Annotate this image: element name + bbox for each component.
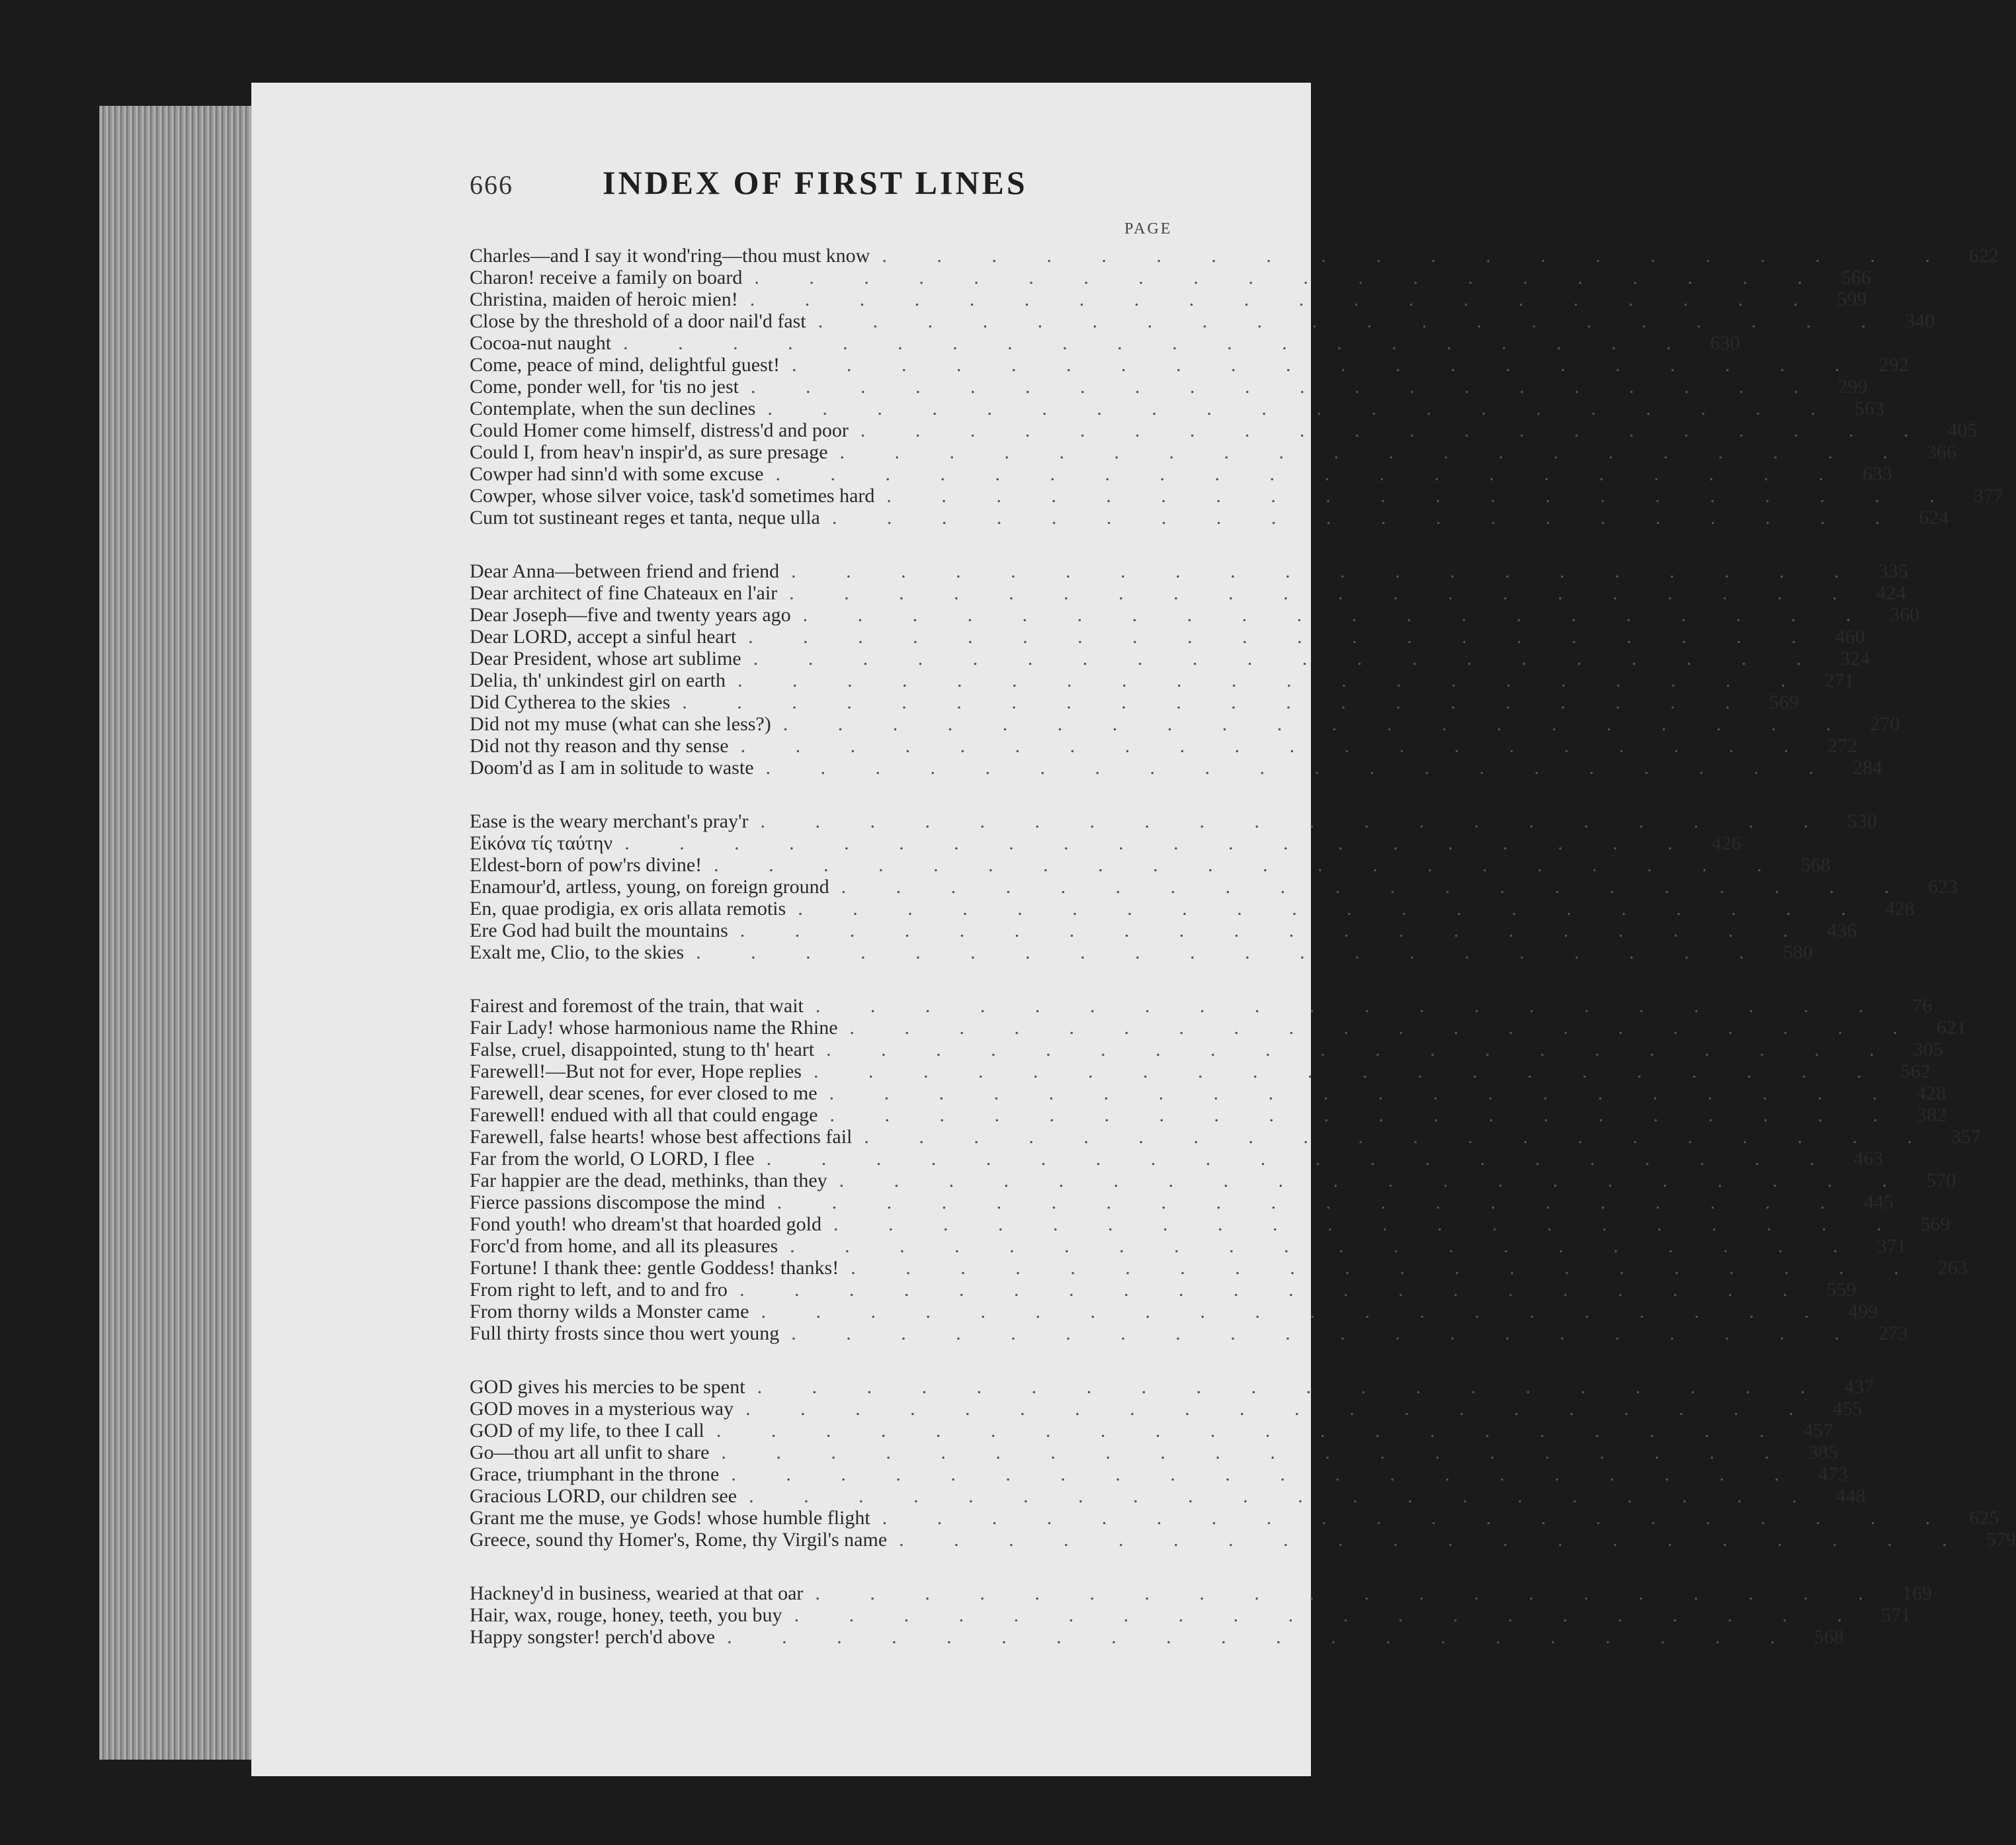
index-entry [470, 810, 1877, 832]
index-list [470, 245, 2016, 1680]
first-line-text: Εἰκόνα τίς ταύτην [470, 832, 613, 854]
first-line-text: Charles—and I say it wond'ring—thou must know [470, 245, 870, 267]
dot-leader [734, 1398, 1816, 1420]
first-line-text: Enamour'd, artless, young, on foreign ground [470, 876, 829, 898]
index-entry [470, 485, 2003, 507]
index-entry [470, 332, 1740, 354]
index-entry [470, 854, 1831, 876]
dot-leader [729, 735, 1812, 757]
first-line-text: Dear Anna—between friend and friend [470, 560, 780, 582]
dot-leader [786, 898, 1869, 920]
first-line-text: Dear Joseph—five and twenty years ago [470, 604, 791, 626]
first-line-text: False, cruel, disappointed, stung to th' heart [470, 1039, 815, 1060]
index-entry [470, 376, 1868, 398]
dot-leader [802, 1060, 1884, 1083]
first-line-text: Cum tot sustineant reges et tanta, neque ulla [470, 507, 820, 529]
page-reference: 566 [1841, 267, 1871, 288]
first-line-text: Fierce passions discompose the mind [470, 1191, 765, 1213]
page-reference: 563 [1854, 398, 1884, 419]
page-reference: 76 [1912, 995, 1933, 1017]
index-entry [470, 648, 1870, 669]
index-entry [470, 876, 1958, 898]
page-reference: 571 [1881, 1604, 1911, 1626]
index-entry [470, 1104, 1947, 1126]
dot-leader [709, 1441, 1792, 1464]
page-reference: 437 [1844, 1376, 1874, 1398]
page-reference: 305 [1913, 1039, 1943, 1060]
index-entry [470, 1191, 1894, 1213]
first-line-text: Dear President, whose art sublime [470, 648, 741, 669]
dot-leader [684, 941, 1767, 964]
dot-leader [670, 691, 1753, 714]
dot-leader [778, 1235, 1861, 1258]
index-entry [470, 1398, 1863, 1420]
index-entry [470, 463, 1892, 485]
index-entry [470, 898, 1915, 920]
page-reference: 463 [1853, 1148, 1884, 1170]
index-entry [470, 1604, 1911, 1626]
page-number: 666 [470, 170, 513, 200]
dot-leader [780, 354, 1863, 376]
first-line-text: Fairest and foremost of the train, that wait [470, 995, 804, 1017]
dot-leader [791, 604, 1874, 626]
index-entry [470, 560, 1908, 582]
page-reference: 460 [1835, 626, 1865, 648]
index-group [470, 995, 1981, 1344]
page-reference: 299 [1837, 376, 1868, 398]
index-entry [470, 1170, 1956, 1191]
dot-leader [779, 560, 1862, 583]
page-reference: 599 [1837, 288, 1867, 310]
page-reference: 428 [1884, 898, 1915, 920]
page-reference: 270 [1870, 713, 1900, 735]
first-line-text: From thorny wilds a Monster came [470, 1301, 749, 1322]
first-line-text: From right to left, and to and fro [470, 1279, 728, 1301]
dot-leader [814, 1039, 1897, 1061]
dot-leader [765, 1191, 1848, 1214]
index-entry [470, 245, 1999, 267]
dot-leader [726, 669, 1808, 692]
index-entry [470, 419, 1978, 441]
dot-leader [820, 507, 1903, 529]
index-entry [470, 288, 1867, 310]
index-entry [470, 582, 1906, 604]
first-line-text: Grant me the muse, ye Gods! whose humble flight [470, 1507, 870, 1529]
dot-leader [821, 1213, 1904, 1236]
index-entry [470, 1463, 1848, 1485]
index-group [470, 560, 1920, 779]
page-reference: 263 [1937, 1257, 1968, 1279]
first-line-text: Did not thy reason and thy sense [470, 735, 729, 757]
first-line-text: Ere God had built the mountains [470, 920, 728, 941]
first-line-text: Delia, th' unkindest girl on earth [470, 669, 726, 691]
first-line-text: Far happier are the dead, methinks, than they [470, 1170, 827, 1191]
first-line-text: Could I, from heav'n inspir'd, as sure presage [470, 441, 828, 463]
page-reference: 473 [1818, 1463, 1848, 1485]
page-reference: 630 [1710, 332, 1740, 354]
index-entry [470, 398, 1884, 419]
page-reference: 633 [1863, 463, 1892, 485]
page-reference: 457 [1803, 1420, 1833, 1441]
index-entry [470, 1507, 1999, 1529]
index-entry [470, 1279, 1857, 1301]
page-reference: 580 [1783, 941, 1813, 963]
dot-leader [611, 332, 1694, 355]
first-line-text: Hackney'd in business, wearied at that oar [470, 1582, 804, 1604]
dot-leader [827, 1170, 1910, 1192]
first-line-text: Go—thou art all unfit to share [470, 1441, 710, 1463]
page-reference: 559 [1826, 1279, 1857, 1301]
first-line-text: Forc'd from home, and all its pleasures [470, 1235, 778, 1257]
page-reference: 335 [1878, 560, 1908, 582]
first-line-text: Ease is the weary merchant's pray'r [470, 810, 749, 832]
dot-leader [806, 310, 1889, 333]
dot-leader [745, 1376, 1828, 1398]
first-line-text: Exalt me, Clio, to the skies [470, 941, 685, 963]
dot-leader [838, 1017, 1921, 1039]
dot-leader [741, 648, 1824, 670]
page-reference: 324 [1840, 648, 1870, 669]
page-reference: 568 [1814, 1626, 1844, 1648]
dot-leader [755, 1148, 1837, 1170]
page-title: INDEX OF FIRST LINES [603, 164, 1028, 201]
first-line-text: Close by the threshold of a door nail'd fast [470, 310, 806, 332]
page-reference: 272 [1827, 735, 1858, 757]
dot-leader [764, 463, 1847, 486]
page-reference: 424 [1876, 582, 1906, 604]
first-line-text: Far from the world, O LORD, I flee [470, 1148, 755, 1170]
page-reference: 357 [1951, 1126, 1981, 1148]
index-entry [470, 604, 1920, 626]
first-line-text: Farewell, dear scenes, for ever closed to me [470, 1082, 818, 1104]
dot-leader [748, 810, 1831, 833]
dot-leader [715, 1626, 1798, 1649]
dot-leader [728, 1279, 1810, 1301]
index-entry [470, 1235, 1907, 1257]
page-reference: 284 [1853, 757, 1883, 779]
first-line-text: Farewell!—But not for ever, Hope replies [470, 1060, 802, 1082]
index-entry [470, 1626, 1844, 1648]
dot-leader [738, 288, 1821, 311]
first-line-text: Fond youth! who dream'st that hoarded gold [470, 1213, 821, 1235]
page-reference: 570 [1926, 1170, 1956, 1191]
first-line-text: Gracious LORD, our children see [470, 1485, 737, 1507]
page-reference: 621 [1937, 1017, 1967, 1039]
index-entry [470, 669, 1855, 691]
first-line-text: Fortune! I thank thee: gentle Goddess! thanks! [470, 1257, 839, 1279]
dot-leader [704, 1420, 1787, 1442]
index-entry [470, 310, 1935, 332]
page-reference: 273 [1878, 1322, 1908, 1344]
index-entry [470, 1301, 1878, 1322]
page-reference: 385 [1808, 1441, 1838, 1463]
first-line-text: Eldest-born of pow'rs divine! [470, 854, 702, 876]
first-line-text: Did Cytherea to the skies [470, 691, 671, 713]
first-line-text: Greece, sound thy Homer's, Rome, thy Virgil's name [470, 1529, 888, 1551]
page-reference: 562 [1900, 1060, 1931, 1082]
index-entry [470, 1148, 1884, 1170]
page-reference: 340 [1905, 310, 1935, 332]
first-line-text: Could Homer come himself, distress'd and poor [470, 419, 849, 441]
index-entry [470, 920, 1857, 941]
page-reference: 579 [1986, 1529, 2016, 1551]
book-page-edges [99, 106, 258, 1760]
page-reference: 377 [1973, 485, 2003, 507]
first-line-text: GOD moves in a mysterious way [470, 1398, 734, 1420]
first-line-text: Come, peace of mind, delightful guest! [470, 354, 780, 376]
first-line-text: Cowper had sinn'd with some excuse [470, 463, 764, 485]
page-reference: 426 [1711, 832, 1742, 854]
first-line-text: Dear LORD, accept a sinful heart [470, 626, 737, 648]
index-entry [470, 1322, 1908, 1344]
dot-leader [818, 1104, 1900, 1127]
index-entry [470, 1213, 1951, 1235]
page-reference: 436 [1827, 920, 1857, 941]
dot-leader [803, 1582, 1886, 1605]
book-page [251, 83, 2016, 1776]
index-entry [470, 1126, 1981, 1148]
dot-leader [804, 995, 1886, 1017]
index-group [470, 1582, 1932, 1648]
dot-leader [749, 1301, 1831, 1323]
first-line-text: GOD gives his mercies to be spent [470, 1376, 745, 1398]
first-line-text: Come, ponder well, for 'tis no jest [470, 376, 739, 398]
dot-leader [755, 398, 1838, 420]
first-line-text: Dear architect of fine Chateaux en l'air [470, 582, 778, 604]
page-reference: 569 [1769, 691, 1799, 713]
page-reference: 624 [1919, 507, 1949, 529]
index-entry [470, 1582, 1932, 1604]
page-reference: 499 [1847, 1301, 1878, 1322]
first-line-text: Full thirty frosts since thou wert young [470, 1322, 780, 1344]
index-entry [470, 1441, 1838, 1463]
index-group [470, 1376, 2016, 1551]
page-reference: 428 [1916, 1082, 1947, 1104]
index-entry [470, 757, 1883, 779]
dot-leader [754, 757, 1837, 779]
page-header [470, 163, 1028, 202]
page-reference: 271 [1824, 669, 1855, 691]
dot-leader [829, 876, 1912, 898]
page-reference: 382 [1916, 1104, 1947, 1126]
index-entry [470, 507, 1949, 529]
dot-leader [828, 441, 1911, 464]
page-reference: 366 [1927, 441, 1957, 463]
dot-leader [737, 1485, 1820, 1508]
page-reference: 530 [1847, 810, 1877, 832]
first-line-text: Doom'd as I am in solitude to waste [470, 757, 754, 779]
index-entry [470, 1529, 2016, 1551]
dot-leader [782, 1604, 1865, 1627]
index-entry [470, 626, 1865, 648]
index-entry [470, 1376, 1874, 1398]
dot-leader [702, 854, 1785, 877]
first-line-text: GOD of my life, to thee I call [470, 1420, 704, 1441]
dot-leader [742, 267, 1825, 289]
index-group [470, 245, 2003, 529]
dot-leader [870, 1507, 1953, 1529]
first-line-text: Contemplate, when the sun declines [470, 398, 756, 419]
page-reference: 405 [1947, 419, 1978, 441]
index-entry [470, 441, 1957, 463]
page-reference: 625 [1969, 1507, 1999, 1529]
index-entry [470, 995, 1933, 1017]
first-line-text: En, quae prodigia, ex oris allata remotis [470, 898, 786, 920]
page-reference: 292 [1878, 354, 1909, 376]
page-reference: 371 [1876, 1235, 1907, 1257]
page-reference: 569 [1920, 1213, 1951, 1235]
dot-leader [887, 1529, 1970, 1551]
page-reference: 360 [1890, 604, 1920, 626]
dot-leader [874, 485, 1957, 507]
index-entry [470, 1060, 1931, 1082]
dot-leader [852, 1126, 1935, 1148]
index-entry [470, 1420, 1833, 1441]
index-entry [470, 941, 1813, 963]
first-line-text: Cocoa-nut naught [470, 332, 612, 354]
index-entry [470, 267, 1871, 288]
first-line-text: Did not my muse (what can she less?) [470, 713, 771, 735]
page-column-label: PAGE [1124, 220, 1173, 237]
index-entry [470, 1257, 1968, 1279]
first-line-text: Fair Lady! whose harmonious name the Rhine [470, 1017, 838, 1039]
dot-leader [739, 376, 1822, 398]
index-entry [470, 1485, 1866, 1507]
dot-leader [719, 1463, 1802, 1486]
dot-leader [612, 832, 1695, 855]
page-reference: 622 [1968, 245, 1999, 267]
first-line-text: Grace, triumphant in the throne [470, 1463, 720, 1485]
dot-leader [849, 419, 1931, 442]
index-entry [470, 1039, 1943, 1060]
index-entry [470, 832, 1742, 854]
dot-leader [870, 245, 1953, 267]
first-line-text: Cowper, whose silver voice, task'd sometimes hard [470, 485, 875, 507]
index-entry [470, 713, 1900, 735]
dot-leader [771, 713, 1854, 736]
index-entry [470, 354, 1909, 376]
first-line-text: Christina, maiden of heroic mien! [470, 288, 738, 310]
dot-leader [839, 1257, 1921, 1279]
index-entry [470, 735, 1858, 757]
page-reference: 445 [1864, 1191, 1894, 1213]
dot-leader [728, 920, 1811, 942]
dot-leader [736, 626, 1819, 648]
first-line-text: Farewell, false hearts! whose best affections fail [470, 1126, 853, 1148]
page-reference: 568 [1800, 854, 1831, 876]
first-line-text: Charon! receive a family on board [470, 267, 743, 288]
page-reference: 448 [1835, 1485, 1866, 1507]
page-reference: 169 [1902, 1582, 1932, 1604]
first-line-text: Farewell! endued with all that could engage [470, 1104, 818, 1126]
page-reference: 623 [1928, 876, 1958, 898]
page-reference: 455 [1832, 1398, 1863, 1420]
dot-leader [818, 1082, 1900, 1105]
first-line-text: Happy songster! perch'd above [470, 1626, 716, 1648]
first-line-text: Hair, wax, rouge, honey, teeth, you buy [470, 1604, 782, 1626]
dot-leader [777, 582, 1860, 605]
dot-leader [779, 1322, 1862, 1345]
index-group [470, 810, 1958, 963]
index-entry [470, 1017, 1967, 1039]
index-entry [470, 1082, 1947, 1104]
index-entry [470, 691, 1799, 713]
